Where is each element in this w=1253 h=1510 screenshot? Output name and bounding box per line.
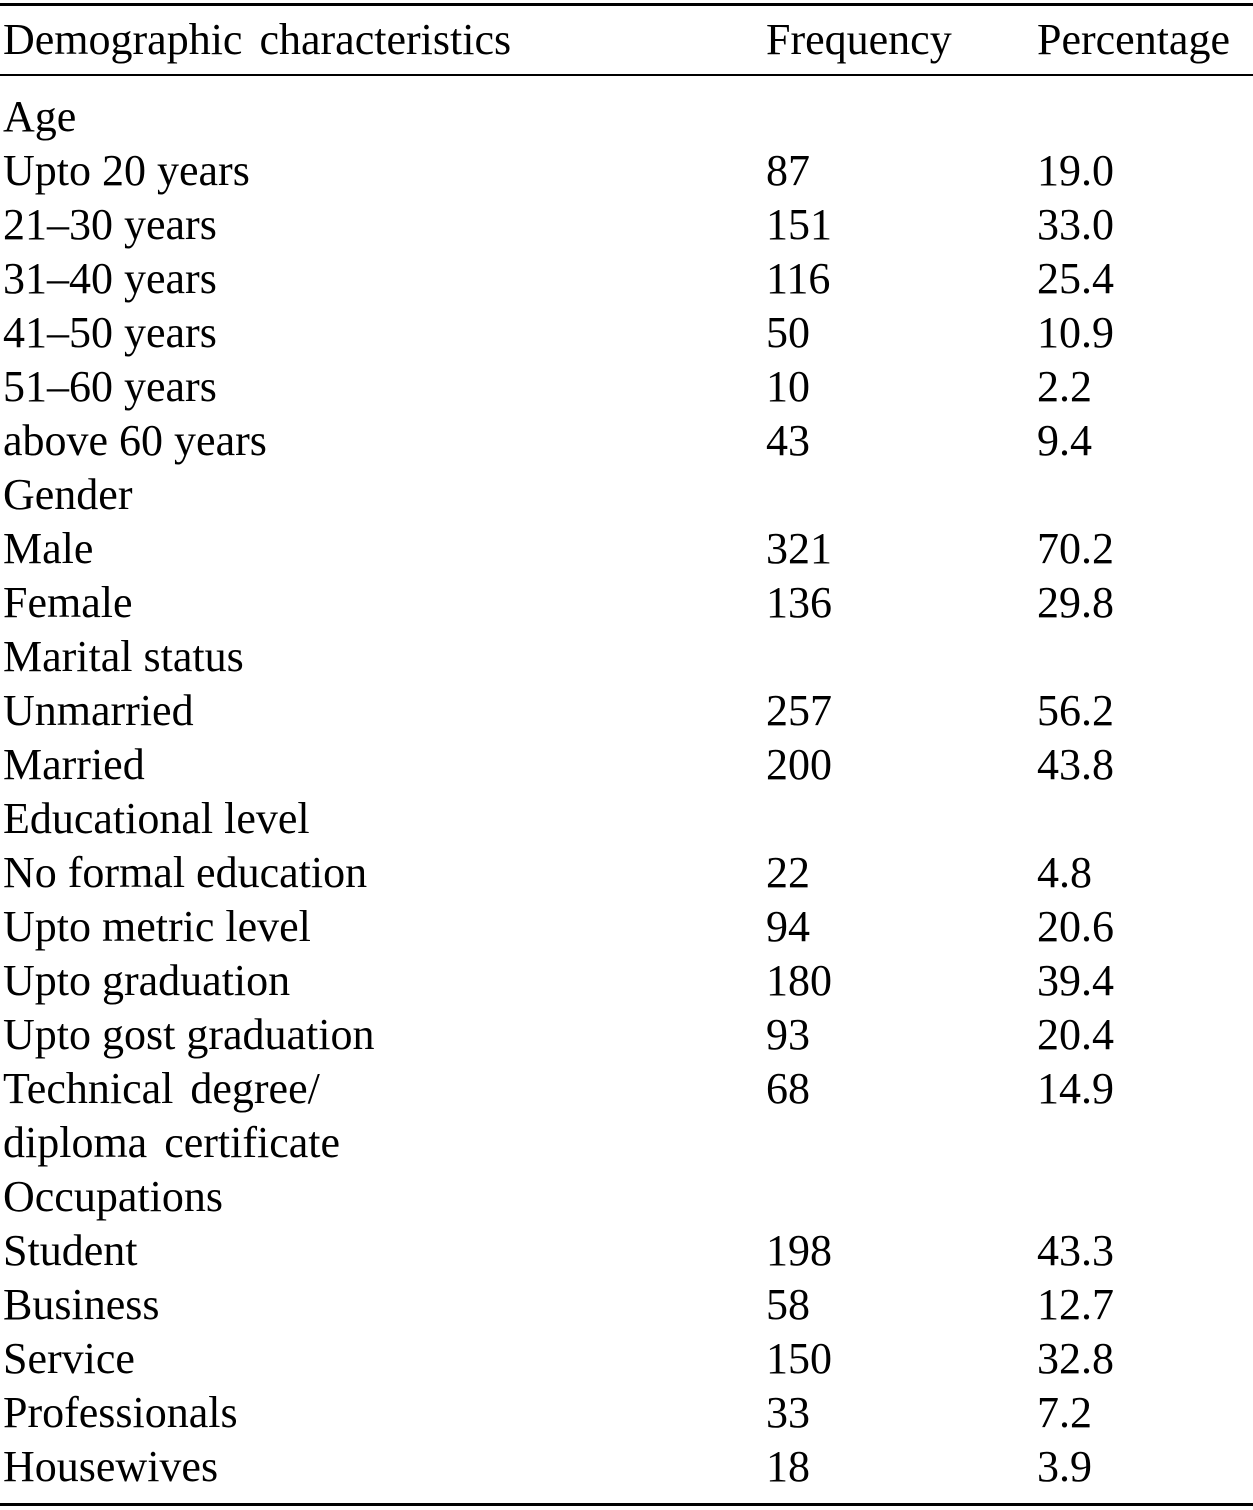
row-label: 31–40 years: [3, 254, 217, 303]
table-row: [0, 1278, 1253, 1332]
table-header-rule: [0, 74, 1253, 76]
table-row: [0, 576, 1253, 630]
row-percentage: 12.7: [1037, 1280, 1114, 1329]
table-row: [0, 1062, 1253, 1170]
table-row: [0, 1332, 1253, 1386]
row-frequency: 116: [766, 254, 831, 303]
table-row: [0, 846, 1253, 900]
table-body: [0, 90, 1253, 1494]
row-frequency: 58: [766, 1280, 810, 1329]
row-percentage: 43.8: [1037, 740, 1114, 789]
row-frequency: 18: [766, 1442, 810, 1491]
row-percentage: 2.2: [1037, 362, 1092, 411]
row-label: Unmarried: [3, 686, 194, 735]
table-row: [0, 252, 1253, 306]
table-row-section-educational-level: [0, 792, 1253, 846]
row-frequency: 180: [766, 956, 832, 1005]
row-label: Educational level: [3, 794, 310, 843]
row-label: Marital status: [3, 632, 244, 681]
table-row-section-gender: [0, 468, 1253, 522]
header-demographic-characteristics: Demographic characteristics: [3, 15, 512, 64]
row-percentage: 14.9: [1037, 1064, 1114, 1113]
row-frequency: 68: [766, 1064, 810, 1113]
row-frequency: 198: [766, 1226, 832, 1275]
table-row: [0, 198, 1253, 252]
table-top-rule: [0, 3, 1253, 6]
row-percentage: 7.2: [1037, 1388, 1092, 1437]
row-percentage: 29.8: [1037, 578, 1114, 627]
row-percentage: 20.6: [1037, 902, 1114, 951]
row-frequency: 94: [766, 902, 810, 951]
row-label: Female: [3, 578, 133, 627]
row-frequency: 257: [766, 686, 832, 735]
row-percentage: 4.8: [1037, 848, 1092, 897]
row-label: above 60 years: [3, 416, 267, 465]
table-row: [0, 522, 1253, 576]
row-frequency: 321: [766, 524, 832, 573]
row-label: Age: [3, 92, 77, 141]
table-row: [0, 1224, 1253, 1278]
row-label: Male: [3, 524, 94, 573]
table-row: [0, 306, 1253, 360]
table-bottom-rule: [0, 1503, 1253, 1506]
row-frequency: 22: [766, 848, 810, 897]
row-label: Gender: [3, 470, 133, 519]
row-label: Housewives: [3, 1442, 219, 1491]
table-row: [0, 738, 1253, 792]
row-frequency: 200: [766, 740, 832, 789]
row-label: Upto 20 years: [3, 146, 250, 195]
table-row: [0, 900, 1253, 954]
row-label: Professionals: [3, 1388, 238, 1437]
row-frequency: 10: [766, 362, 810, 411]
row-percentage: 10.9: [1037, 308, 1114, 357]
table-row: [0, 1008, 1253, 1062]
row-percentage: 39.4: [1037, 956, 1114, 1005]
table-row: [0, 360, 1253, 414]
row-frequency: 87: [766, 146, 810, 195]
table-row: [0, 684, 1253, 738]
row-label: Upto gost graduation: [3, 1010, 375, 1059]
row-frequency: 43: [766, 416, 810, 465]
table-row: [0, 954, 1253, 1008]
row-percentage: 56.2: [1037, 686, 1114, 735]
table-row-section-occupations: [0, 1170, 1253, 1224]
row-label: Married: [3, 740, 145, 789]
table-row: [0, 414, 1253, 468]
row-label: [3, 1062, 423, 1170]
table-row-section-age: [0, 90, 1253, 144]
header-frequency: Frequency: [766, 15, 952, 64]
row-frequency: 151: [766, 200, 832, 249]
row-percentage: 3.9: [1037, 1442, 1092, 1491]
row-percentage: 32.8: [1037, 1334, 1114, 1383]
row-frequency: 136: [766, 578, 832, 627]
table-row-section-marital-status: [0, 630, 1253, 684]
row-label-line: Technical degree/: [3, 1064, 320, 1113]
row-percentage: 19.0: [1037, 146, 1114, 195]
row-percentage: 25.4: [1037, 254, 1114, 303]
row-percentage: 20.4: [1037, 1010, 1114, 1059]
row-label-line: diploma certificate: [3, 1118, 341, 1167]
row-percentage: 33.0: [1037, 200, 1114, 249]
row-label: No formal education: [3, 848, 368, 897]
row-frequency: 50: [766, 308, 810, 357]
row-label: Service: [3, 1334, 135, 1383]
row-frequency: 150: [766, 1334, 832, 1383]
row-frequency: 33: [766, 1388, 810, 1437]
row-label: Occupations: [3, 1172, 223, 1221]
row-label: Business: [3, 1280, 160, 1329]
table-row: [0, 1440, 1253, 1494]
row-label: 41–50 years: [3, 308, 217, 357]
row-percentage: 43.3: [1037, 1226, 1114, 1275]
row-label: 51–60 years: [3, 362, 217, 411]
table-row: [0, 144, 1253, 198]
table-header-row: [0, 8, 1253, 72]
row-label: Upto graduation: [3, 956, 291, 1005]
row-percentage: 70.2: [1037, 524, 1114, 573]
row-label: Upto metric level: [3, 902, 311, 951]
row-frequency: 93: [766, 1010, 810, 1059]
row-label: Student: [3, 1226, 138, 1275]
header-percentage: Percentage: [1037, 15, 1230, 64]
row-label: 21–30 years: [3, 200, 217, 249]
table-row: [0, 1386, 1253, 1440]
row-percentage: 9.4: [1037, 416, 1092, 465]
